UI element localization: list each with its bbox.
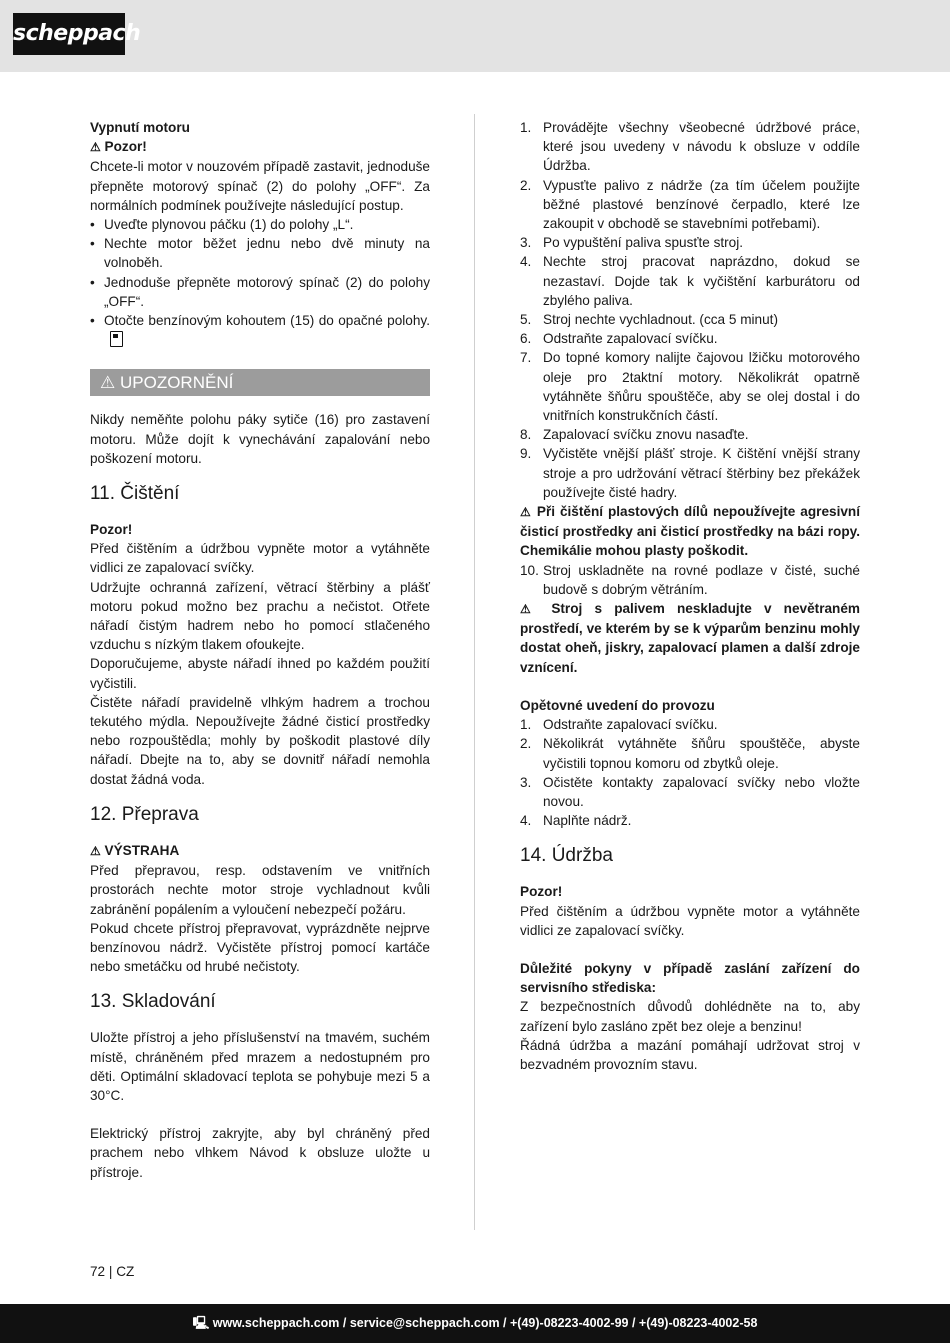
section-12-heading (90, 803, 430, 827)
fuel-storage-warning: Stroj s palivem neskladujte v nevětraném prostředí, ve kterém by se k výparům benzinu mohly dostat oheň, jiskry, zapalovací plamen a další zdroje vznícení. (520, 601, 860, 675)
list-item: 6. Odstraňte zapalovací svíčku. (520, 331, 718, 347)
section-number: 11. (90, 483, 116, 505)
footer-bar (0, 1304, 950, 1343)
list-item: 3. Po vypuštění paliva spusťte stroj. (520, 235, 744, 251)
warning-icon: ⚠ (90, 843, 101, 858)
plastic-warning: Při čištění plastových dílů nepoužívejte agresivní čisticí prostředky ani čisticí prostředky na bázi ropy. Chemikálie mohou plasty poškodit. (520, 504, 860, 559)
stop-paragraph: Chcete-li motor v nouzovém případě zastavit, jednoduše přepněte motorový spínač (2) do polohy „OFF“. Za normálních podmínek používejte následující postup. (90, 159, 430, 213)
section-14-heading (520, 844, 860, 868)
s13-paragraph: Uložte přístroj a jeho příslušenství na tmavém, suchém místě, chráněném před mrazem a nedostupném pro děti. Optimální skladovací teplota se pohybuje mezi 5 a 30°C. (90, 1030, 430, 1103)
list-item: 2. Několikrát vytáhněte šňůru spouštěče, abyste vyčistili topnou komoru od zbytků oleje. (520, 736, 860, 771)
left-column (90, 118, 430, 1182)
list-item: 1. Provádějte všechny všeobecné údržbové práce, které jsou uvedeny v návodu k obsluze v oddíle Údržba. (520, 120, 860, 174)
notice-label: UPOZORNĚNÍ (119, 373, 234, 393)
list-item: • Nechte motor běžet jednu nebo dvě minuty na volnoběh. (90, 234, 430, 272)
service-title: Důležité pokyny v případě zaslání zařízení do servisního střediska: (520, 960, 860, 996)
warning-icon: ⚠ (520, 602, 540, 617)
page-number: 72 | CZ (90, 1264, 135, 1279)
list-item: 2. Vypusťte palivo z nádrže (za tím účelem použijte běžné plastové benzínové čerpadlo, které lze zakoupit v obchodě se stavebními potřebami). (520, 177, 860, 232)
warning-icon: ⚠ (90, 140, 101, 155)
section-title: Čištění (120, 483, 180, 505)
service-paragraph: Řádná údržba a mazání pomáhají udržovat stroj v bezvadném provozním stavu. (520, 1037, 860, 1072)
notice-text: Nikdy neměňte polohu páky sytiče (16) pro zastavení motoru. Může dojít k vynechávání zapalování nebo poškození motoru. (90, 412, 430, 466)
list-item: 1. Odstraňte zapalovací svíčku. (520, 717, 718, 733)
list-item: 3. Očistěte kontakty zapalovací svíčky nebo vložte novou. (520, 774, 860, 809)
s13-paragraph: Elektrický přístroj zakryjte, aby byl chráněný před prachem nebo vlhkem Návod k obsluze uložte u přístroje. (90, 1126, 430, 1180)
s11-paragraph: Udržujte ochranná zařízení, větrací štěrbiny a plášť motoru pokud možno bez prachu a nečistot. Otřete nářadí čistým hadrem nebo ho pomocí stlačeného vzduchu s nízkým tlakem ofoukejte. (90, 579, 430, 653)
section-title: Údržba (551, 845, 613, 867)
restart-steps (520, 715, 860, 830)
storage-steps (520, 118, 860, 502)
section-number: 14. (520, 845, 547, 867)
scheppach-logo: scheppach (13, 13, 125, 55)
restart-title: Opětovné uvedení do provozu (520, 697, 715, 713)
section-13-heading (90, 990, 430, 1014)
list-item (90, 311, 430, 349)
stop-caution: Pozor! (104, 139, 147, 155)
section-number: 12. (90, 803, 117, 825)
section-11-heading (90, 482, 430, 506)
warning-icon: ⚠ (520, 505, 532, 520)
list-item: 5. Stroj nechte vychladnout. (cca 5 minut) (520, 312, 778, 328)
list-item: • Jednoduše přepněte motorový spínač (2) do polohy „OFF“. (90, 273, 430, 311)
stop-title: Vypnutí motoru (90, 120, 190, 135)
list-item: • Uveďte plynovou páčku (1) do polohy „L“. (90, 215, 430, 234)
warning-icon: ⚠ (100, 373, 116, 393)
s11-caution: Pozor! (90, 522, 133, 538)
list-item: 4. Nechte stroj pracovat naprázdno, dokud se nezastaví. Dojde tak k vyčištění karburátoru od zbylého paliva. (520, 254, 860, 308)
section-title: Skladování (121, 991, 216, 1013)
s12-paragraph: Před přepravou, resp. odstavením ve vnitřních prostorách nechte motor stroje vychladnout kvůli zabránění popálením a vyloučení nebezpečí požáru. (90, 863, 430, 917)
service-paragraph: Z bezpečnostních důvodů dohlédněte na to, aby zařízení bylo zasláno zpět bez oleje a benzinu! (520, 999, 860, 1034)
s12-warning-label: VÝSTRAHA (104, 842, 180, 858)
stop-list (90, 215, 430, 349)
computer-icon: 🖳 (192, 1316, 210, 1330)
list-item: 10. Stroj uskladněte na rovné podlaze v čisté, suché budově s dobrým větráním. (520, 562, 860, 597)
list-item-text: Otočte benzínovým kohoutem (15) do opačné polohy. (104, 313, 430, 329)
contact-line: www.scheppach.com / service@scheppach.com / +(49)-08223-4002-99 / +(49)-08223-4002-58 (212, 1316, 758, 1330)
list-item: 8. Zapalovací svíčku znovu nasaďte. (520, 427, 749, 443)
s14-caution: Pozor! (520, 884, 563, 900)
s14-paragraph: Před čištěním a údržbou vypněte motor a vytáhněte vidlici ze zapalovací svíčky. (520, 903, 860, 938)
right-column (520, 118, 860, 1074)
s11-paragraph: Čistěte nářadí pravidelně vlhkým hadrem a trochou tekutého mýdla. Nepoužívejte žádné čisticí prostředky nebo rozpouštědla; mohly by poškodit plastové díly nářadí. Dbejte na to, aby se dovnitř nářadí nemohla dostat žádná voda. (90, 694, 430, 787)
fuel-pump-icon (110, 331, 123, 347)
list-item: 9. Vyčistěte vnější plášť stroje. K čištění vnější strany stroje a pro udržování větrací štěrbiny bez překážek používejte čisté hadry. (520, 446, 860, 500)
list-item: 4. Naplňte nádrž. (520, 813, 632, 829)
section-number: 13. (90, 991, 117, 1013)
column-divider (474, 114, 475, 1230)
list-item: 7. Do topné komory nalijte čajovou lžičku motorového oleje pro 2taktní motory. Několikrát opatrně vytáhněte šňůru spouštěče, aby se olej dostal i do vnitřních konstrukčních částí. (520, 350, 860, 424)
header-bar (0, 0, 950, 72)
s11-paragraph: Před čištěním a údržbou vypněte motor a vytáhněte vidlici ze zapalovací svíčky. (90, 541, 430, 576)
notice-banner (90, 369, 430, 396)
s11-paragraph: Doporučujeme, abyste nářadí ihned po každém použití vyčistili. (90, 656, 430, 691)
s12-paragraph: Pokud chcete přístroj přepravovat, vyprázdněte nejprve benzínovou nádrž. Vyčistěte přístroj pomocí kartáče nebo smetáčku od hrubé nečistoty. (90, 920, 430, 975)
section-title: Přeprava (121, 803, 199, 825)
